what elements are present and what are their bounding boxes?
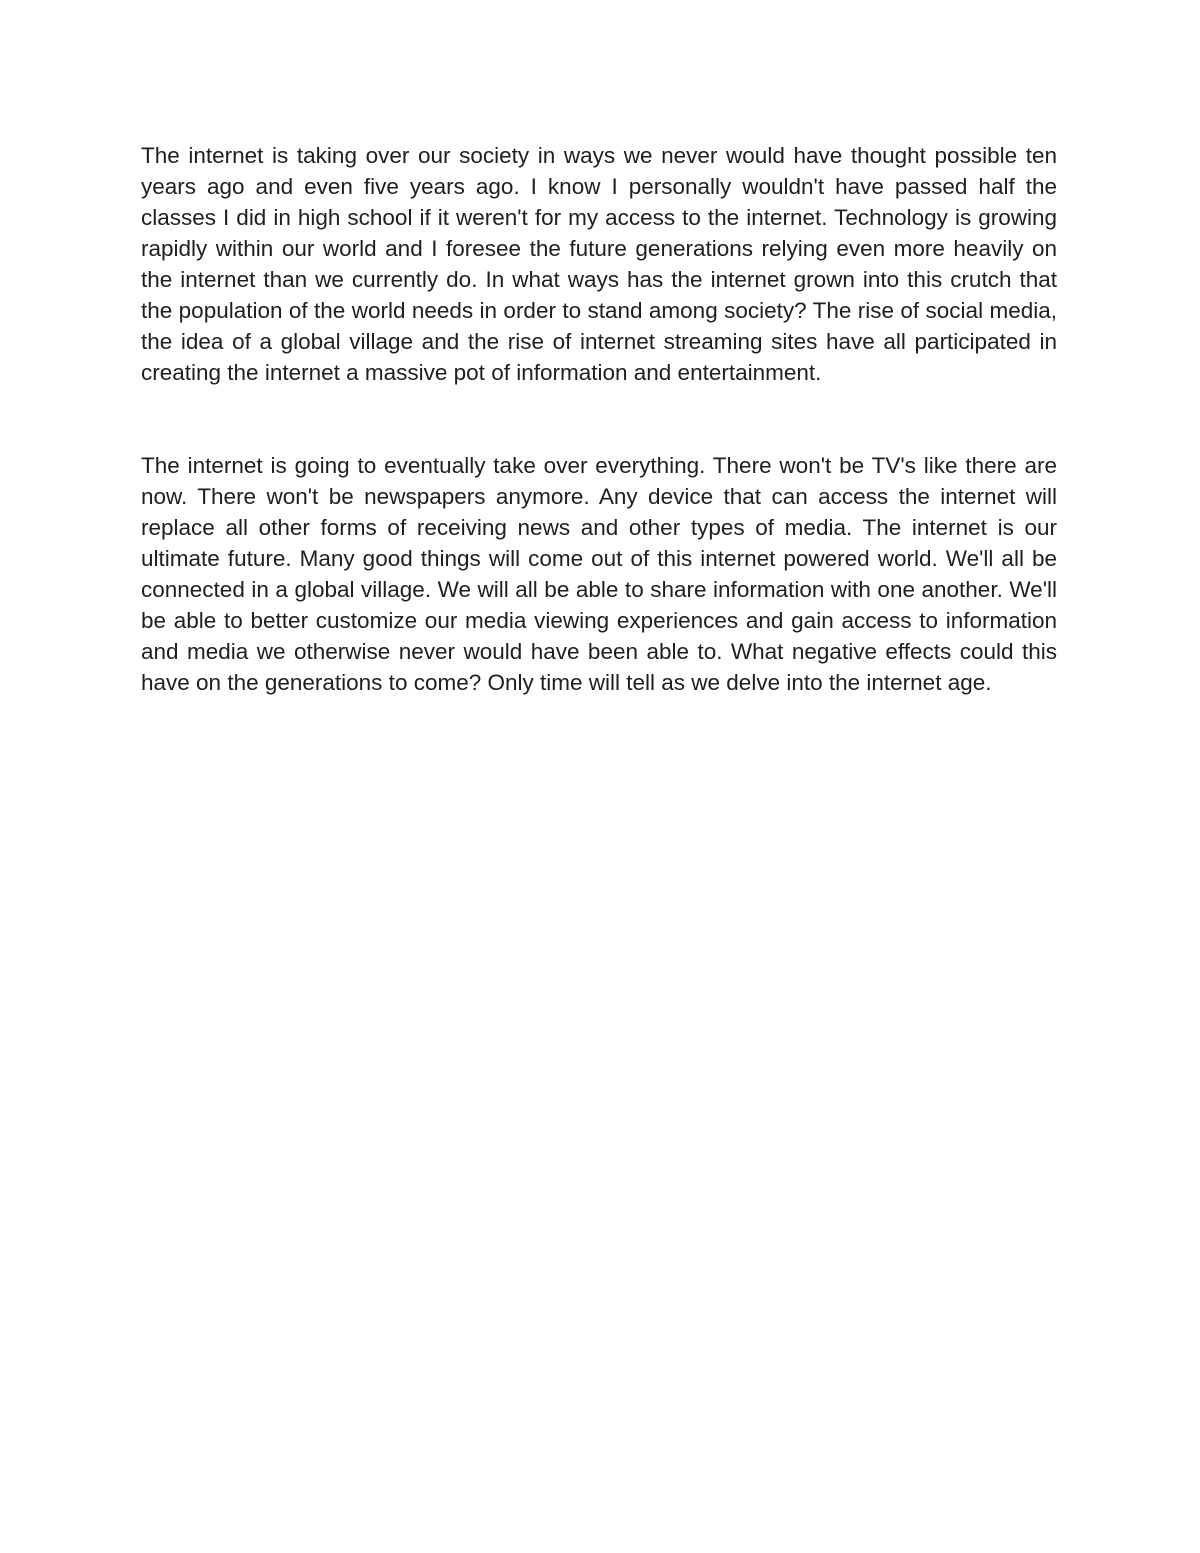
document-body bbox=[141, 140, 1057, 698]
paragraph-2: The internet is going to eventually take over everything. There won't be TV's like there are now. There won't be newspapers anymore. Any device that can access the internet will replace all other forms of receiving news and other types of media. The internet is our ultimate future. Many good things will come out of this internet powered world. We'll all be connected in a global village. We will all be able to share information with one another. We'll be able to better customize our media viewing experiences and gain access to information and media we otherwise never would have been able to. What negative effects could this have on the generations to come? Only time will tell as we delve into the internet age. bbox=[141, 453, 1057, 695]
paragraph-1: The internet is taking over our society in ways we never would have thought possible ten years ago and even five years ago. I know I personally wouldn't have passed half the classes I did in high school if it weren't for my access to the internet. Technology is growing rapidly within our world and I foresee the future generations relying even more heavily on the internet than we currently do. In what ways has the internet grown into this crutch that the population of the world needs in order to stand among society? The rise of social media, the idea of a global village and the rise of internet streaming sites have all participated in creating the internet a massive pot of information and entertainment. bbox=[141, 143, 1057, 385]
